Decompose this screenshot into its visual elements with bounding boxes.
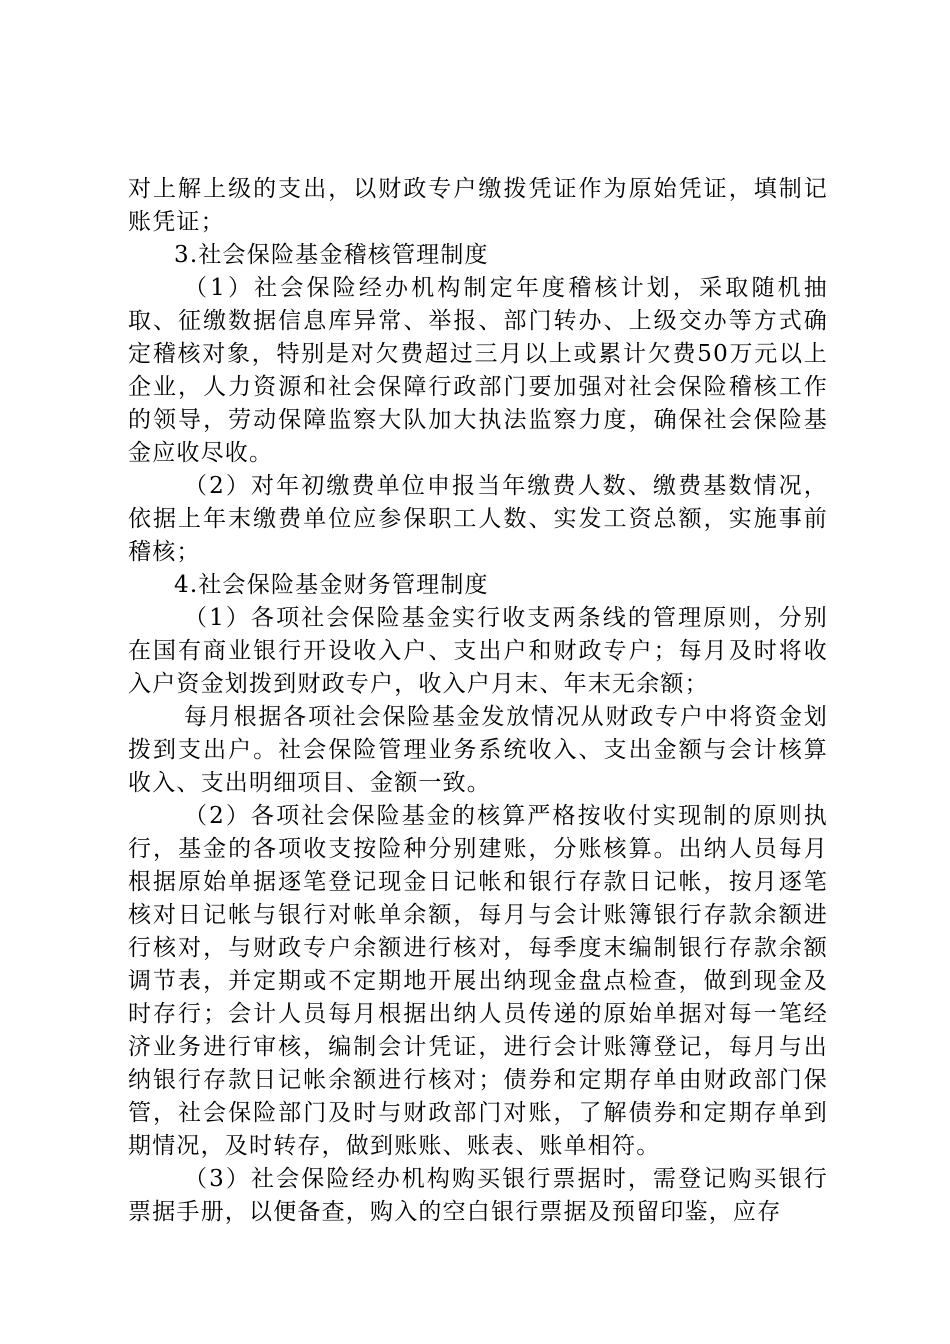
paragraph-finance-1-cont: 每月根据各项社会保险基金发放情况从财政专户中将资金划拨到支出户。社会保险管理业务系统收入、支出金额与会计核算收入、支出明细项目、金额一致。 xyxy=(128,704,828,796)
section-heading-audit: 3.社会保险基金稽核管理制度 xyxy=(174,242,489,268)
paragraph-audit-1: （1）社会保险经办机构制定年度稽核计划，采取随机抽取、征缴数据信息库异常、举报、部门转办、上级交办等方式确定稽核对象，特别是对欠费超过三月以上或累计欠费50万元以上企业，人力资源和社会保障行政部门要加强对社会保险稽核工作的领导，劳动保障监察大队加大执法监察力度，确保社会保险基金应收尽收。 xyxy=(128,275,828,466)
paragraph-finance-1: （1）各项社会保险基金实行收支两条线的管理原则，分别在国有商业银行开设收入户、支出户和财政专户；每月及时将收入户资金划拨到财政专户，收入户月末、年末无余额； xyxy=(128,605,828,697)
paragraph-audit-2: （2）对年初缴费单位申报当年缴费人数、缴费基数情况，依据上年末缴费单位应参保职工人数、实发工资总额，实施事前稽核； xyxy=(128,473,828,565)
paragraph-finance-2: （2）各项社会保险基金的核算严格按收付实现制的原则执行，基金的各项收支按险种分别建账，分账核算。出纳人员每月根据原始单据逐笔登记现金日记帐和银行存款日记帐，按月逐笔核对日记帐与银行对帐单余额，每月与会计账簿银行存款余额进行核对，与财政专户余额进行核对，每季度末编制银行存款余额调节表，并定期或不定期地开展出纳现金盘点检查，做到现金及时存行；会计人员每月根据出纳人员传递的原始单据对每一笔经济业务进行审核，编制会计凭证，进行会计账簿登记，每月与出纳银行存款日记帐余额进行核对；债券和定期存单由财政部门保管，社会保险部门及时与财政部门对账，了解债券和定期存单到期情况，及时转存，做到账账、账表、账单相符。 xyxy=(128,803,828,1159)
paragraph-finance-3: （3）社会保险经办机构购买银行票据时，需登记购买银行票据手册，以便备查，购入的空白银行票据及预留印鉴，应存 xyxy=(128,1166,828,1225)
section-heading-finance: 4.社会保险基金财务管理制度 xyxy=(174,572,489,598)
document-body xyxy=(128,173,828,1229)
paragraph-continuation: 对上解上级的支出，以财政专户缴拨凭证作为原始凭证，填制记账凭证； xyxy=(128,176,828,235)
